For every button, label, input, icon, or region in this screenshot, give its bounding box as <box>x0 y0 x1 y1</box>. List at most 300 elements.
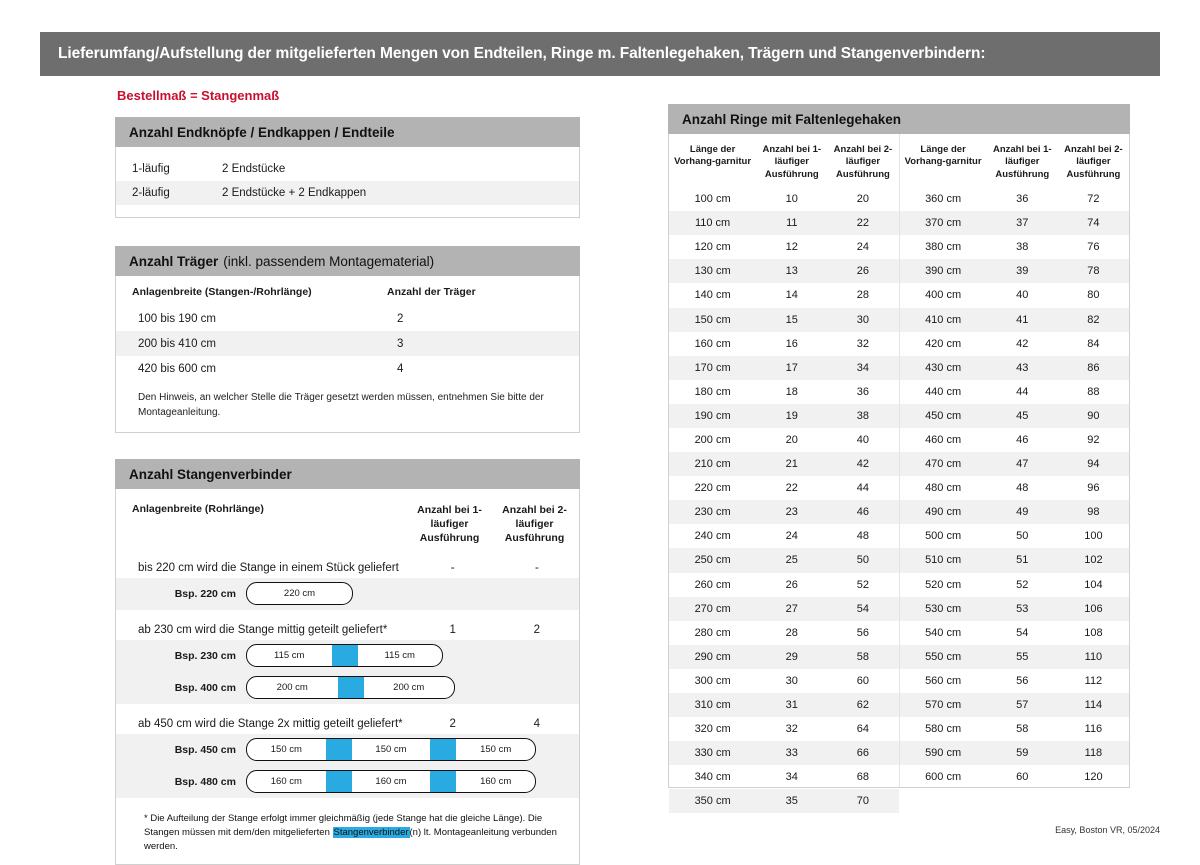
sv-example-label: Bsp. 220 cm <box>174 587 236 600</box>
table-row <box>900 235 1130 259</box>
sv-block <box>116 706 579 798</box>
cell-1laeufig: 46 <box>1016 434 1029 447</box>
cell-2laeufig: 22 <box>856 217 870 230</box>
page-title: Lieferumfang/Aufstellung der mitgelieferten Mengen von Endteilen, Ringe m. Faltenlegehaken, Trägern und Stangenverbindern: <box>58 45 986 62</box>
table-row <box>669 717 899 741</box>
sv-block-description-row <box>116 612 579 640</box>
cell-2laeufig: 112 <box>1084 674 1103 687</box>
cell-2laeufig: 64 <box>856 723 870 736</box>
cell-2laeufig: 50 <box>856 554 870 567</box>
cell-value: 2 Endstücke + 2 Endkappen <box>222 187 367 199</box>
cell-laenge: 160 cm <box>694 337 731 350</box>
table-row <box>900 693 1130 717</box>
sv-example-label: Bsp. 230 cm <box>174 649 236 662</box>
table-header <box>900 134 1130 187</box>
cell-laenge: 340 cm <box>694 771 731 784</box>
rod-connector-icon <box>338 677 364 698</box>
cell-laenge: 300 cm <box>694 674 731 687</box>
order-measure-note: Bestellmaß = Stangenmaß <box>117 88 280 103</box>
cell-2laeufig: 76 <box>1087 241 1100 254</box>
cell-2laeufig: 110 <box>1084 650 1103 663</box>
table-row <box>669 765 899 789</box>
sv-rod-diagram <box>246 645 443 667</box>
cell-1laeufig: 18 <box>785 385 798 398</box>
cell-laenge: 580 cm <box>925 723 962 736</box>
ringe-table-left <box>669 134 900 808</box>
rod <box>246 770 536 793</box>
sv-block <box>116 612 579 704</box>
cell-value: 2 Endstücke <box>222 163 286 175</box>
cell-laenge: 270 cm <box>694 602 731 615</box>
column-header-width: Anlagenbreite (Rohrlänge) <box>132 503 264 515</box>
rod-segment: 150 cm <box>480 744 512 756</box>
table-row <box>900 476 1130 500</box>
cell-2laeufig: 46 <box>856 506 870 519</box>
cell-laenge: 410 cm <box>925 313 962 326</box>
section-header-traeger <box>115 246 580 276</box>
cell-2laeufig: 106 <box>1084 602 1103 615</box>
rod-segment: 200 cm <box>276 682 308 694</box>
cell-laenge: 380 cm <box>925 241 962 254</box>
sv-text: ab 230 cm wird die Stange mittig geteilt geliefert* <box>138 623 388 636</box>
column-header-1laeufig: Anzahl bei 1-läufiger Ausführung <box>992 144 1052 180</box>
cell-2laeufig: 108 <box>1084 626 1103 639</box>
sv-value-1laeufig: 1 <box>449 623 456 636</box>
table-row <box>669 428 899 452</box>
table-row <box>900 741 1130 765</box>
cell-2laeufig: 38 <box>856 409 870 422</box>
sv-block-description-row <box>116 706 579 734</box>
cell-laenge: 110 cm <box>694 217 731 230</box>
cell-1laeufig: 12 <box>785 241 798 254</box>
cell-type: 2-läufig <box>132 187 170 199</box>
table-row <box>669 332 899 356</box>
table-row <box>669 308 899 332</box>
table-header <box>116 276 579 306</box>
cell-laenge: 450 cm <box>925 409 962 422</box>
cell-2laeufig: 44 <box>856 482 870 495</box>
column-header-1laeufig: Anzahl bei 1-läufiger Ausführung <box>417 504 482 545</box>
cell-1laeufig: 47 <box>1016 458 1029 471</box>
column-header-2laeufig: Anzahl bei 2-läufiger Ausführung <box>502 504 567 545</box>
cell-2laeufig: 52 <box>856 578 870 591</box>
section-title-ringe: Anzahl Ringe mit Faltenlegehaken <box>682 111 902 127</box>
table-row <box>900 380 1130 404</box>
table-row <box>669 235 899 259</box>
cell-1laeufig: 44 <box>1016 385 1029 398</box>
cell-2laeufig: 32 <box>856 337 870 350</box>
table-header <box>669 134 899 187</box>
cell-range: 420 bis 600 cm <box>138 362 216 375</box>
cell-2laeufig: 104 <box>1084 578 1103 591</box>
cell-laenge: 280 cm <box>694 626 731 639</box>
sv-example-label: Bsp. 450 cm <box>174 743 236 756</box>
cell-2laeufig: 80 <box>1087 289 1100 302</box>
table-row <box>116 306 579 331</box>
cell-1laeufig: 40 <box>1016 289 1029 302</box>
sv-example-row <box>116 640 579 672</box>
cell-laenge: 470 cm <box>925 458 962 471</box>
cell-1laeufig: 17 <box>785 361 798 374</box>
rod-connector-icon <box>332 645 358 666</box>
cell-laenge: 490 cm <box>925 506 962 519</box>
sv-rod-diagram <box>246 771 536 793</box>
cell-1laeufig: 25 <box>785 554 798 567</box>
cell-1laeufig: 27 <box>785 602 798 615</box>
cell-1laeufig: 54 <box>1016 626 1029 639</box>
cell-laenge: 140 cm <box>694 289 731 302</box>
sv-value-1laeufig: 2 <box>449 717 456 730</box>
traeger-note: Den Hinweis, an welcher Stelle die Träger gesetzt werden müssen, entnehmen Sie bitte der Montageanleitung. <box>138 392 544 418</box>
table-row <box>669 404 899 428</box>
section-title-endknoepfe: Anzahl Endknöpfe / Endkappen / Endteile <box>129 124 395 140</box>
cell-2laeufig: 66 <box>856 747 870 760</box>
section-header-endknoepfe <box>115 117 580 147</box>
cell-laenge: 390 cm <box>925 265 962 278</box>
column-header-laenge: Länge der Vorhang-garnitur <box>904 144 982 168</box>
cell-1laeufig: 52 <box>1016 578 1029 591</box>
table-row <box>900 404 1130 428</box>
panel-endknoepfe <box>115 147 580 218</box>
cell-2laeufig: 72 <box>1087 193 1100 206</box>
sv-value-2laeufig: 2 <box>533 623 541 636</box>
cell-laenge: 100 cm <box>694 193 731 206</box>
right-column <box>668 104 1130 808</box>
cell-1laeufig: 32 <box>785 723 798 736</box>
table-row <box>669 741 899 765</box>
left-column <box>115 88 580 865</box>
column-header-width: Anlagenbreite (Stangen-/Rohrlänge) <box>132 286 312 298</box>
table-row <box>669 573 899 597</box>
cell-1laeufig: 22 <box>785 482 798 495</box>
cell-1laeufig: 59 <box>1016 747 1029 760</box>
cell-2laeufig: 114 <box>1084 699 1103 712</box>
table-row <box>900 259 1130 283</box>
cell-1laeufig: 11 <box>786 217 798 230</box>
cell-1laeufig: 38 <box>1016 241 1029 254</box>
cell-1laeufig: 49 <box>1016 506 1029 519</box>
table-row <box>669 500 899 524</box>
cell-2laeufig: 98 <box>1087 506 1100 519</box>
panel-ringe <box>668 134 1130 808</box>
table-row <box>900 765 1130 789</box>
cell-1laeufig: 43 <box>1016 361 1029 374</box>
rod-segment: 115 cm <box>274 650 305 662</box>
cell-laenge: 130 cm <box>694 265 731 278</box>
cell-2laeufig: 100 <box>1084 530 1103 543</box>
sv-example-label: Bsp. 400 cm <box>174 681 236 694</box>
cell-laenge: 430 cm <box>925 361 962 374</box>
table-row <box>669 211 899 235</box>
cell-range: 200 bis 410 cm <box>138 337 216 350</box>
column-header-1laeufig: Anzahl bei 1-läufiger Ausführung <box>762 144 822 180</box>
section-subtitle-traeger: (inkl. passendem Montagematerial) <box>223 253 435 269</box>
cell-laenge: 400 cm <box>925 289 962 302</box>
table-row <box>900 669 1130 693</box>
section-title-traeger: Anzahl Träger <box>129 253 219 269</box>
table-row <box>900 332 1130 356</box>
sv-rod-diagram <box>246 739 536 761</box>
footnote-text-post: (n) lt. Montageanleitung verbunden werden. <box>144 826 557 853</box>
table-row <box>900 548 1130 572</box>
rod-connector-icon <box>326 771 352 792</box>
cell-2laeufig: 40 <box>856 434 870 447</box>
rod-segment: 115 cm <box>384 650 415 662</box>
cell-laenge: 210 cm <box>694 458 731 471</box>
cell-1laeufig: 51 <box>1016 554 1029 567</box>
table-row <box>669 380 899 404</box>
cell-laenge: 560 cm <box>925 674 962 687</box>
cell-laenge: 600 cm <box>925 771 962 784</box>
table-row <box>669 645 899 669</box>
cell-laenge: 180 cm <box>694 385 731 398</box>
cell-laenge: 440 cm <box>925 385 962 398</box>
sv-text: ab 450 cm wird die Stange 2x mittig geteilt geliefert* <box>138 717 403 730</box>
table-row <box>900 187 1130 211</box>
sv-example-row <box>116 766 579 798</box>
cell-2laeufig: 88 <box>1087 385 1100 398</box>
cell-1laeufig: 15 <box>785 313 798 326</box>
document-header <box>40 32 1160 76</box>
table-row <box>116 157 579 181</box>
rod-segment: 160 cm <box>270 776 302 788</box>
sv-example-row <box>116 734 579 766</box>
rod-connector-icon <box>430 739 456 760</box>
table-row <box>669 283 899 307</box>
cell-2laeufig: 42 <box>856 458 870 471</box>
cell-2laeufig: 54 <box>856 602 870 615</box>
rod-connector-icon <box>326 739 352 760</box>
table-row <box>900 597 1130 621</box>
cell-laenge: 150 cm <box>694 313 731 326</box>
cell-laenge: 190 cm <box>694 409 731 422</box>
table-row <box>900 524 1130 548</box>
cell-1laeufig: 48 <box>1016 482 1029 495</box>
sv-rod-diagram <box>246 677 455 699</box>
cell-2laeufig: 86 <box>1087 361 1100 374</box>
cell-laenge: 230 cm <box>694 506 731 519</box>
sv-block-description-row <box>116 558 579 578</box>
cell-1laeufig: 16 <box>785 337 798 350</box>
table-row <box>900 500 1130 524</box>
table-row <box>116 181 579 205</box>
rod-segment: 150 cm <box>270 744 302 756</box>
cell-2laeufig: 78 <box>1087 265 1100 278</box>
table-row <box>669 669 899 693</box>
cell-2laeufig: 36 <box>856 385 870 398</box>
cell-2laeufig: 82 <box>1087 313 1100 326</box>
cell-laenge: 330 cm <box>694 747 731 760</box>
table-row <box>900 621 1130 645</box>
cell-laenge: 500 cm <box>925 530 962 543</box>
cell-laenge: 320 cm <box>694 723 731 736</box>
cell-laenge: 120 cm <box>694 241 731 254</box>
cell-2laeufig: 48 <box>856 530 870 543</box>
cell-laenge: 220 cm <box>694 482 731 495</box>
table-row <box>900 428 1130 452</box>
table-row <box>669 356 899 380</box>
cell-2laeufig: 94 <box>1087 458 1100 471</box>
sv-example-row <box>116 578 579 610</box>
cell-2laeufig: 92 <box>1087 434 1100 447</box>
cell-laenge: 590 cm <box>925 747 962 760</box>
table-row <box>900 308 1130 332</box>
cell-2laeufig: 116 <box>1084 723 1103 736</box>
cell-2laeufig: 70 <box>856 795 870 808</box>
footer-text: Easy, Boston VR, 05/2024 <box>1055 825 1160 835</box>
cell-2laeufig: 58 <box>856 650 870 663</box>
sv-example-row <box>116 672 579 704</box>
cell-count: 4 <box>397 362 404 375</box>
table-header <box>116 489 579 558</box>
table-row <box>669 259 899 283</box>
cell-2laeufig: 96 <box>1087 482 1100 495</box>
cell-range: 100 bis 190 cm <box>138 312 216 325</box>
sv-value-1laeufig: - <box>450 561 455 574</box>
cell-1laeufig: 31 <box>785 699 798 712</box>
cell-1laeufig: 41 <box>1016 313 1029 326</box>
cell-laenge: 250 cm <box>694 554 731 567</box>
cell-laenge: 480 cm <box>925 482 962 495</box>
rod-segment: 220 cm <box>283 588 316 600</box>
sv-example-label: Bsp. 480 cm <box>174 775 236 788</box>
cell-2laeufig: 120 <box>1084 771 1103 784</box>
cell-2laeufig: 28 <box>856 289 870 302</box>
table-row <box>900 452 1130 476</box>
cell-2laeufig: 102 <box>1084 554 1103 567</box>
cell-laenge: 260 cm <box>694 578 731 591</box>
table-row <box>900 211 1130 235</box>
rod-segment: 160 cm <box>375 776 407 788</box>
rod-segment: 160 cm <box>480 776 512 788</box>
cell-1laeufig: 36 <box>1016 193 1029 206</box>
cell-1laeufig: 37 <box>1016 217 1029 230</box>
rod-segment: 200 cm <box>393 682 425 694</box>
cell-laenge: 360 cm <box>925 193 962 206</box>
panel-stangenverbinder <box>115 489 580 865</box>
rod <box>246 676 455 699</box>
cell-1laeufig: 10 <box>785 193 798 206</box>
cell-1laeufig: 14 <box>785 289 798 302</box>
cell-1laeufig: 42 <box>1016 337 1029 350</box>
cell-1laeufig: 28 <box>785 626 798 639</box>
table-row <box>669 621 899 645</box>
cell-laenge: 570 cm <box>925 699 962 712</box>
table-row <box>900 717 1130 741</box>
table-row <box>669 187 899 211</box>
cell-2laeufig: 68 <box>856 771 870 784</box>
table-row <box>669 693 899 717</box>
footnote-highlight: Stangenverbinder <box>333 826 409 838</box>
section-header-stangenverbinder <box>115 459 580 489</box>
section-title-stangenverbinder: Anzahl Stangenverbinder <box>129 466 292 482</box>
cell-laenge: 460 cm <box>925 434 962 447</box>
cell-2laeufig: 74 <box>1087 217 1100 230</box>
cell-1laeufig: 24 <box>785 530 798 543</box>
cell-laenge: 240 cm <box>694 530 731 543</box>
table-row <box>900 573 1130 597</box>
cell-laenge: 550 cm <box>925 650 962 663</box>
cell-1laeufig: 55 <box>1016 650 1029 663</box>
cell-1laeufig: 35 <box>785 795 798 808</box>
cell-1laeufig: 57 <box>1016 699 1029 712</box>
section-header-ringe <box>668 104 1130 134</box>
table-row <box>900 645 1130 669</box>
table-row <box>669 476 899 500</box>
cell-laenge: 520 cm <box>925 578 962 591</box>
table-row <box>900 356 1130 380</box>
sv-text: bis 220 cm wird die Stange in einem Stück geliefert <box>138 561 399 574</box>
table-row <box>116 356 579 381</box>
table-row <box>669 524 899 548</box>
cell-laenge: 420 cm <box>925 337 962 350</box>
sv-value-2laeufig: 4 <box>533 717 541 730</box>
cell-type: 1-läufig <box>132 163 170 175</box>
cell-laenge: 370 cm <box>925 217 962 230</box>
cell-1laeufig: 19 <box>785 409 798 422</box>
cell-1laeufig: 26 <box>785 578 798 591</box>
rod-connector-icon <box>430 771 456 792</box>
cell-2laeufig: 84 <box>1087 337 1100 350</box>
table-row <box>669 789 899 813</box>
cell-laenge: 510 cm <box>925 554 962 567</box>
cell-laenge: 350 cm <box>694 795 731 808</box>
cell-2laeufig: 26 <box>856 265 870 278</box>
table-row <box>900 283 1130 307</box>
cell-2laeufig: 118 <box>1084 747 1103 760</box>
cell-1laeufig: 23 <box>785 506 798 519</box>
cell-2laeufig: 62 <box>856 699 870 712</box>
cell-1laeufig: 53 <box>1016 602 1029 615</box>
cell-laenge: 530 cm <box>925 602 962 615</box>
table-row <box>669 452 899 476</box>
cell-1laeufig: 30 <box>785 674 798 687</box>
cell-laenge: 540 cm <box>925 626 962 639</box>
cell-2laeufig: 30 <box>856 313 870 326</box>
cell-count: 2 <box>397 312 404 325</box>
cell-1laeufig: 45 <box>1016 409 1029 422</box>
column-header-count: Anzahl der Träger <box>387 286 476 298</box>
footnote-text-pre: * Die Aufteilung der Stange erfolgt immer gleichmäßig (jede Stange hat die gleiche Länge). Die Stangen müssen mit dem/den mitgelieferten <box>144 812 543 838</box>
sv-block <box>116 558 579 610</box>
cell-1laeufig: 34 <box>785 771 798 784</box>
cell-1laeufig: 56 <box>1016 674 1029 687</box>
rod <box>246 644 443 667</box>
cell-laenge: 170 cm <box>694 361 731 374</box>
cell-1laeufig: 20 <box>785 434 798 447</box>
sv-rod-diagram <box>246 583 353 605</box>
rod <box>246 582 353 605</box>
cell-2laeufig: 24 <box>856 241 870 254</box>
table-row <box>669 597 899 621</box>
cell-count: 3 <box>397 337 404 350</box>
column-header-laenge: Länge der Vorhang-garnitur <box>674 144 752 168</box>
cell-2laeufig: 20 <box>856 193 870 206</box>
cell-2laeufig: 90 <box>1087 409 1100 422</box>
cell-laenge: 310 cm <box>694 699 731 712</box>
rod <box>246 738 536 761</box>
ringe-table-right <box>900 134 1130 787</box>
rod-segment: 150 cm <box>375 744 407 756</box>
panel-traeger <box>115 276 580 433</box>
sv-value-2laeufig: - <box>534 561 539 574</box>
stangenverbinder-footnote <box>116 800 579 865</box>
cell-2laeufig: 34 <box>856 361 870 374</box>
cell-2laeufig: 60 <box>856 674 870 687</box>
cell-1laeufig: 58 <box>1016 723 1029 736</box>
cell-1laeufig: 50 <box>1016 530 1029 543</box>
column-header-2laeufig: Anzahl bei 2-läufiger Ausführung <box>1064 144 1123 180</box>
